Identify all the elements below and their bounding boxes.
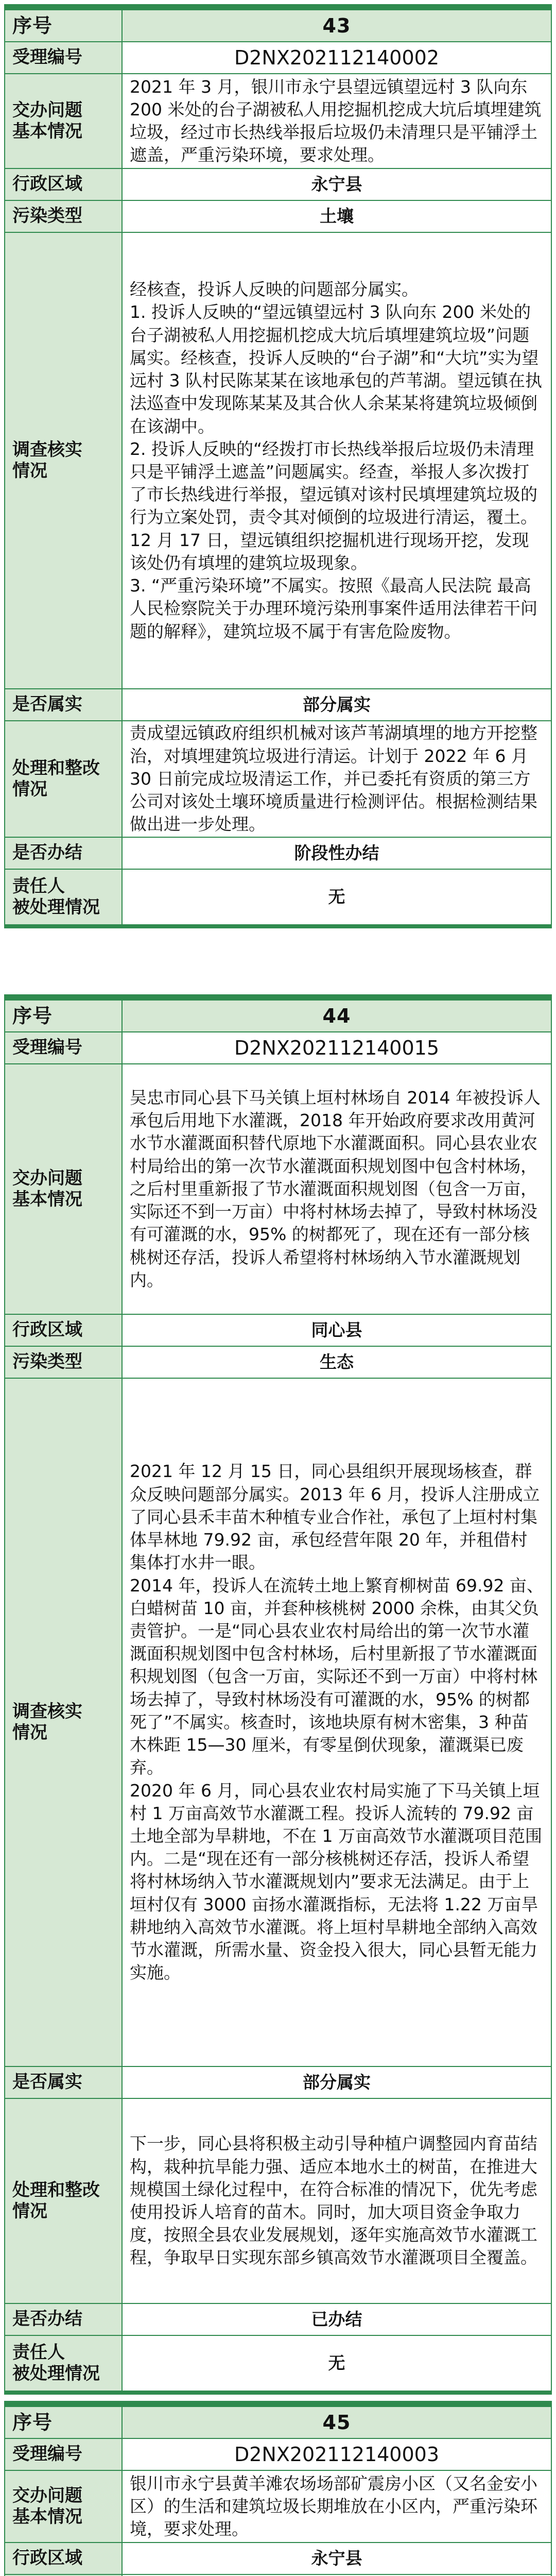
- record-table: [4, 999, 552, 2392]
- issue-label: 交办问题 基本情况: [5, 2470, 122, 2543]
- responsible-row: [5, 869, 551, 925]
- issue-row: [5, 1064, 551, 1314]
- region-label: 行政区域: [5, 168, 122, 200]
- handling-label: 处理和整改 情况: [5, 2098, 122, 2303]
- issue-value: 吴忠市同心县下马关镇上垣村林场自 2014 年被投诉人承包后用地下水灌溉，2018 年开始政府要求改用黄河水节水灌溉面积替代原地下水灌溉面积。同心县农业农村局给出的第一次节水灌溉面积规划图中包含村林场，之后村里重新报了节水灌溉面积规划图（包含一万亩，实际还不到一万亩）中将村林场去掉了，导致村林场没有可灌溉的水，95% 的树都死了，现在还有一部分核桃树还存活，投诉人希望将村林场纳入节水灌溉规划内。: [122, 1064, 551, 1314]
- verified-row: [5, 2066, 551, 2098]
- seq-value: 43: [122, 10, 551, 42]
- closed-value: 阶段性办结: [122, 837, 551, 869]
- investigation-row: [5, 232, 551, 689]
- verified-value: 部分属实: [122, 689, 551, 721]
- handling-value: 责成望远镇政府组织机械对该芦苇湖填埋的地方开挖整治，对填埋建筑垃圾进行清运。计划于 2022 年 6 月 30 日前完成垃圾清运工作，并已委托有资质的第三方公司对该处土壤环境质量进行检测评估。根据检测结果做出进一步处理。: [122, 721, 551, 837]
- seq-label: 序号: [5, 10, 122, 42]
- accept-no-row: [5, 1032, 551, 1064]
- seq-label: 序号: [5, 1000, 122, 1032]
- record-44: [4, 994, 552, 2395]
- responsible-value: 无: [122, 869, 551, 925]
- seq-row: [5, 1000, 551, 1032]
- region-value: 永宁县: [122, 168, 551, 200]
- handling-value: 下一步，同心县将积极主动引导种植户调整园内育苗结构，栽种抗旱能力强、适应本地水土的树苗，在推进大规模国土绿化过程中，在符合标准的情况下，优先考虑使用投诉人培育的苗木。同时，加大项目资金争取力度，按照全县农业发展规划，逐年实施高效节水灌溉工程，争取早日实现东部乡镇高效节水灌溉项目全覆盖。: [122, 2098, 551, 2303]
- handling-label: 处理和整改 情况: [5, 721, 122, 837]
- handling-row: [5, 721, 551, 837]
- investigation-label: 调查核实 情况: [5, 232, 122, 689]
- investigation-value: 2021 年 12 月 15 日，同心县组织开展现场核查，群众反映问题部分属实。2013 年 6 月，投诉人注册成立了同心县禾丰苗木种植专业合作社，承包了上垣村村集体旱林地 79.92 亩，承包经营年限 20 年，并租借村集体打水井一眼。 2014 年，投诉人在流转土地上繁育柳树苗 69.92 亩、白蜡树苗 10 亩，并套种核桃树 2000 余株，由其父负责管护。一是“同心县农业农村局给出的第一次节水灌溉面积规划图中包含村林场，后村里新报了节水灌溉面积规划图（包含一万亩，实际还不到一万亩）中将村林场去掉了，导致村林场没有可灌溉的水，95% 的树都死了”不属实。核查时，该地块原有树木密集，3 种苗木株距 15—30 厘米，有零星倒伏现象，灌溉渠已废弃。 2020 年 6 月，同心县农业农村局实施了下马关镇上垣村 1 万亩高效节水灌溉工程。投诉人流转的 79.92 亩土地全部为旱耕地，不在 1 万亩高效节水灌溉项目范围内。二是“现在还有一部分核桃树还存活，投诉人希望将村林场纳入节水灌溉规划内”要求无法满足。由于上垣村仅有 3000 亩扬水灌溉指标，无法将 1.22 万亩旱耕地纳入高效节水灌溉。将上垣村旱耕地全部纳入高效节水灌溉，所需水量、资金投入很大，同心县暂无能力实施。: [122, 1378, 551, 2066]
- region-row: [5, 2543, 551, 2574]
- region-value: 同心县: [122, 1314, 551, 1346]
- accept-no-value: D2NX202112140002: [122, 42, 551, 74]
- verified-row: [5, 689, 551, 721]
- accept-no-row: [5, 2438, 551, 2470]
- pollution-row: [5, 200, 551, 232]
- issue-label: 交办问题 基本情况: [5, 1064, 122, 1314]
- region-value: 永宁县: [122, 2543, 551, 2574]
- responsible-label: 责任人 被处理情况: [5, 869, 122, 925]
- verified-label: 是否属实: [5, 689, 122, 721]
- record-43: [4, 4, 552, 928]
- pollution-value: 土壤: [122, 200, 551, 232]
- record-table: [4, 2406, 552, 2576]
- issue-value: 2021 年 3 月，银川市永宁县望远镇望远村 3 队向东 200 米处的台子湖被私人用挖掘机挖成大坑后填埋建筑垃圾，经过市长热线举报后垃圾仍未清理只是平铺浮土遮盖，严重污染环境，要求处理。: [122, 74, 551, 168]
- issue-row: [5, 74, 551, 168]
- accept-no-label: 受理编号: [5, 1032, 122, 1064]
- responsible-row: [5, 2335, 551, 2391]
- pollution-value: 生态: [122, 1346, 551, 1378]
- closed-label: 是否办结: [5, 2303, 122, 2335]
- region-row: [5, 1314, 551, 1346]
- pollution-label: 污染类型: [5, 200, 122, 232]
- seq-label: 序号: [5, 2406, 122, 2438]
- accept-no-value: D2NX202112140015: [122, 1032, 551, 1064]
- closed-label: 是否办结: [5, 837, 122, 869]
- investigation-value: 经核查，投诉人反映的问题部分属实。 1. 投诉人反映的“望远镇望远村 3 队向东 200 米处的台子湖被私人用挖掘机挖成大坑后填埋建筑垃圾”问题属实。经核查，投诉人反映的“台子湖”和“大坑”实为望远村 3 队村民陈某某在该地承包的芦苇湖。望远镇在执法巡查中发现陈某某及其合伙人余某某将建筑垃圾倾倒在该湖中。 2. 投诉人反映的“经拨打市长热线举报后垃圾仍未清理只是平铺浮土遮盖”问题属实。经查，举报人多次拨打了市长热线进行举报，望远镇对该村民填埋建筑垃圾的行为立案处罚，责令其对倾倒的垃圾进行清运，覆土。12 月 17 日，望远镇组织挖掘机进行现场开挖，发现该处仍有填埋的建筑垃圾现象。 3. “严重污染环境”不属实。按照《最高人民法院 最高人民检察院关于办理环境污染刑事案件适用法律若干问题的解释》，建筑垃圾不属于有害危险废物。: [122, 232, 551, 689]
- record-45: [4, 2401, 552, 2576]
- verified-value: 部分属实: [122, 2066, 551, 2098]
- responsible-value: 无: [122, 2335, 551, 2391]
- handling-row: [5, 2098, 551, 2303]
- closed-value: 已办结: [122, 2303, 551, 2335]
- pollution-label: 污染类型: [5, 1346, 122, 1378]
- verified-label: 是否属实: [5, 2066, 122, 2098]
- accept-no-label: 受理编号: [5, 2438, 122, 2470]
- closed-row: [5, 837, 551, 869]
- accept-no-label: 受理编号: [5, 42, 122, 74]
- responsible-label: 责任人 被处理情况: [5, 2335, 122, 2391]
- region-label: 行政区域: [5, 2543, 122, 2574]
- seq-value: 44: [122, 1000, 551, 1032]
- pollution-row: [5, 1346, 551, 1378]
- investigation-row: [5, 1378, 551, 2066]
- seq-value: 45: [122, 2406, 551, 2438]
- issue-label: 交办问题 基本情况: [5, 74, 122, 168]
- accept-no-row: [5, 42, 551, 74]
- investigation-label: 调查核实 情况: [5, 1378, 122, 2066]
- seq-row: [5, 10, 551, 42]
- region-label: 行政区域: [5, 1314, 122, 1346]
- issue-row: [5, 2470, 551, 2543]
- issue-value: 银川市永宁县黄羊滩农场场部矿震房小区（又名金安小区）的生活和建筑垃圾长期堆放在小区内，严重污染环境，要求处理。: [122, 2470, 551, 2543]
- closed-row: [5, 2303, 551, 2335]
- region-row: [5, 168, 551, 200]
- accept-no-value: D2NX202112140003: [122, 2438, 551, 2470]
- seq-row: [5, 2406, 551, 2438]
- record-table: [4, 9, 552, 925]
